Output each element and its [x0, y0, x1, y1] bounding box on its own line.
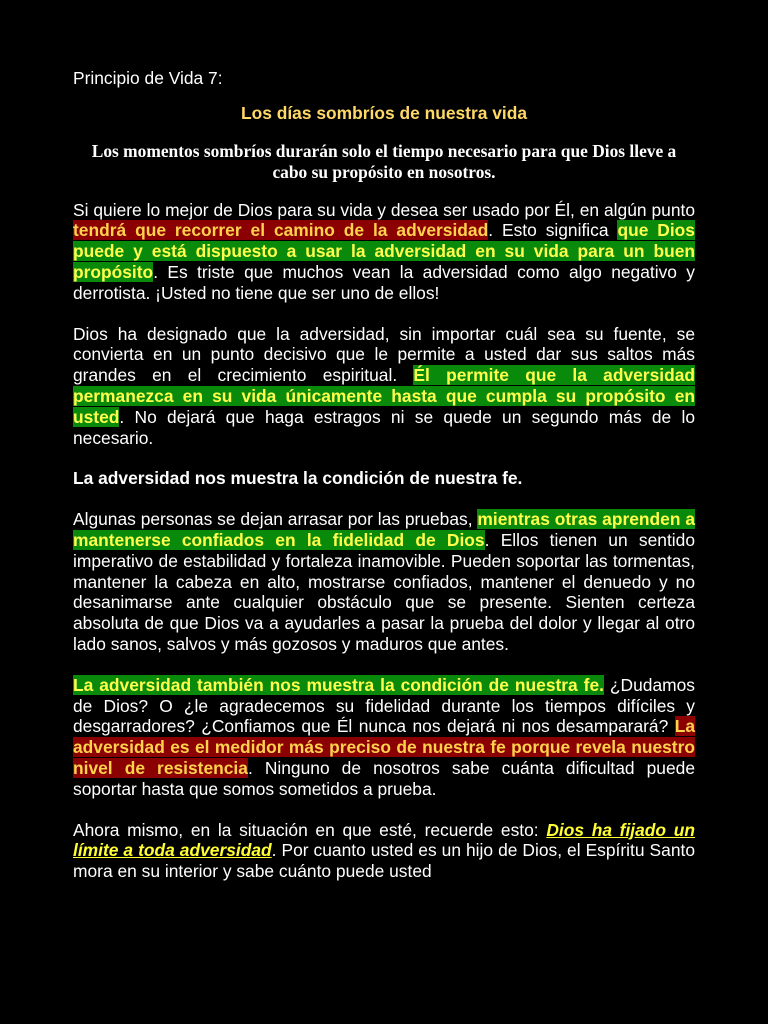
text-run: . Ninguno de nosotros sabe cuánta dificultad puede soportar hasta que somos sometidos a prueba. [73, 757, 695, 799]
text-run: Ahora mismo, en la situación en que esté, recuerde esto: [73, 819, 547, 840]
highlight-red: tendrá que recorrer el camino de la adversidad [73, 220, 489, 241]
highlight-green: La adversidad también nos muestra la condición de nuestra fe. [73, 674, 604, 695]
paragraph-3 [73, 509, 695, 655]
document-page [73, 68, 695, 902]
text-run: . Por cuanto usted es un hijo de Dios, el Espíritu Santo mora en su interior y sabe cuánto puede usted [73, 840, 695, 882]
highlight-green: mientras otras aprenden a mantenerse confiados en la fidelidad de Dios [73, 509, 695, 550]
text-run: Si quiere lo mejor de Dios para su vida y desea ser usado por Él, en algún punto [73, 199, 695, 220]
highlight-red: La adversidad es el medidor más preciso de nuestra fe porque revela nuestro nivel de resistencia [73, 716, 695, 778]
text-run: Algunas personas se dejan arrasar por las pruebas, [73, 509, 478, 530]
paragraph-5 [73, 820, 695, 882]
text-run: . No dejará que haga estragos ni se quede un segundo más de lo necesario. [73, 406, 695, 448]
text-run: Dios ha designado que la adversidad, sin importar cuál sea su fuente, se convierta en un punto decisivo que le permite a usted dar sus saltos más grandes en el crecimiento espiritual. [73, 323, 695, 386]
paragraph-4 [73, 675, 695, 800]
text-run: . Es triste que muchos vean la adversidad como algo negativo y derrotista. ¡Usted no tiene que ser uno de ellos! [73, 261, 695, 303]
text-run: . Ellos tienen un sentido imperativo de estabilidad y fortaleza inamovible. Pueden soportar las tormentas, mantener la cabeza en alto, mostrarse confiados, mantener el denuedo y no desanimarse ante cualquier obstáculo que se presente. Sienten certeza absoluta de que Dios va a ayudarles a pasar la prueba del dolor y llegar al otro lado sanos, salvos y más gozosos y maduros que antes. [73, 529, 695, 654]
principle-heading: Principio de Vida 7: [73, 68, 223, 88]
section-heading: La adversidad nos muestra la condición de nuestra fe. [73, 468, 523, 489]
highlight-green: Él permite que la adversidad permanezca en su vida únicamente hasta que cumpla su propósito en usted [73, 365, 695, 427]
paragraph-2 [73, 324, 695, 449]
page-title: Los días sombríos de nuestra vida [240, 102, 528, 123]
paragraph-1 [73, 200, 695, 304]
emphasis-underlined: Dios ha fijado un límite a toda adversidad [73, 819, 695, 861]
text-run: ¿Dudamos de Dios? O ¿le agradecemos su fidelidad durante los tiempos difíciles y desgarradores? ¿Confiamos que Él nunca nos dejará ni nos desamparará? [73, 674, 695, 737]
text-run: . Esto significa [488, 220, 618, 241]
highlight-green: que Dios puede y está dispuesto a usar la adversidad en su vida para un buen propósito [73, 220, 695, 282]
page-subtitle: Los momentos sombríos durarán solo el tiempo necesario para que Dios lleve a cabo su propósito en nosotros. [91, 140, 677, 182]
